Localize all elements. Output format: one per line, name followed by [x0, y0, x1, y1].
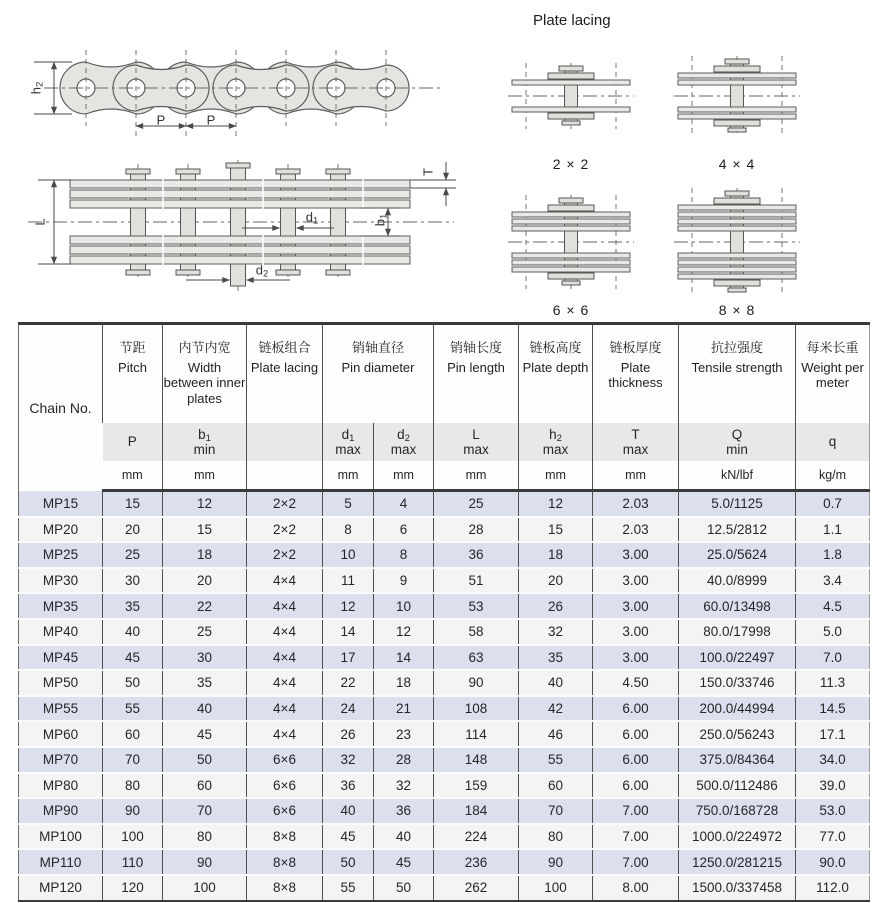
cell-value: 80.0/17998 [679, 619, 796, 645]
table-row [19, 670, 870, 696]
cell-value: 39.0 [796, 773, 870, 799]
cell-chain-no: MP35 [19, 593, 103, 619]
cell-value: 20 [519, 568, 593, 594]
cell-value: 45 [103, 645, 163, 671]
table-row [19, 696, 870, 722]
cell-chain-no: MP70 [19, 747, 103, 773]
cell-value: 55 [323, 875, 374, 901]
cell-value: 7.00 [593, 824, 679, 850]
symbol-cell: d1 max [323, 423, 374, 461]
unit-cell: mm [323, 461, 374, 491]
cell-value: 100.0/22497 [679, 645, 796, 671]
cell-value: 1.8 [796, 542, 870, 568]
symbol-cell [247, 423, 323, 461]
lacing-label: 8 × 8 [718, 302, 756, 318]
lacing-label: 6 × 6 [552, 302, 590, 318]
table-row [19, 645, 870, 671]
cell-value: 24 [323, 696, 374, 722]
cell-value: 3.4 [796, 568, 870, 594]
col-header-plate-thickness: 链板厚度 Plate thickness [593, 324, 679, 424]
cell-value: 11 [323, 568, 374, 594]
cell-value: 21 [374, 696, 434, 722]
symbol-cell: q [796, 423, 870, 461]
cell-value: 2×2 [247, 542, 323, 568]
cell-value: 25 [103, 542, 163, 568]
cell-value: 7.00 [593, 798, 679, 824]
cell-value: 28 [434, 517, 519, 543]
cell-value: 60 [103, 721, 163, 747]
symbol-cell: L max [434, 423, 519, 461]
cell-value: 4.50 [593, 670, 679, 696]
unit-cell: kN/lbf [679, 461, 796, 491]
cell-value: 2×2 [247, 491, 323, 517]
cell-value: 8×8 [247, 875, 323, 901]
cell-value: 40 [323, 798, 374, 824]
cell-value: 55 [103, 696, 163, 722]
table-row [19, 568, 870, 594]
cell-value: 148 [434, 747, 519, 773]
cell-value: 10 [374, 593, 434, 619]
cell-value: 184 [434, 798, 519, 824]
cell-value: 15 [103, 491, 163, 517]
cell-value: 8×8 [247, 824, 323, 850]
cell-value: 500.0/112486 [679, 773, 796, 799]
cell-value: 100 [103, 824, 163, 850]
cell-value: 0.7 [796, 491, 870, 517]
cell-value: 1500.0/337458 [679, 875, 796, 901]
technical-drawings-section [0, 0, 884, 322]
cell-value: 12 [163, 491, 247, 517]
cell-value: 25 [434, 491, 519, 517]
symbol-cell: T max [593, 423, 679, 461]
cell-chain-no: MP100 [19, 824, 103, 850]
cell-value: 26 [519, 593, 593, 619]
symbol-cell: h2 max [519, 423, 593, 461]
cell-value: 12 [323, 593, 374, 619]
header-row-names [19, 324, 870, 424]
cell-value: 36 [374, 798, 434, 824]
cell-value: 50 [163, 747, 247, 773]
cell-value: 63 [434, 645, 519, 671]
unit-cell: mm [519, 461, 593, 491]
cell-value: 159 [434, 773, 519, 799]
cell-value: 3.00 [593, 619, 679, 645]
cell-value: 6 [374, 517, 434, 543]
cell-value: 1000.0/224972 [679, 824, 796, 850]
cell-value: 120 [103, 875, 163, 901]
cell-value: 14 [323, 619, 374, 645]
cell-value: 60 [163, 773, 247, 799]
lacing-label: 2 × 2 [552, 156, 590, 172]
cell-value: 42 [519, 696, 593, 722]
cell-value: 5.0/1125 [679, 491, 796, 517]
dim-label-d1: d1 [305, 209, 319, 227]
cell-value: 4.5 [796, 593, 870, 619]
cell-value: 12 [374, 619, 434, 645]
col-header-tensile-strength: 抗拉强度 Tensile strength [679, 324, 796, 424]
cell-value: 32 [323, 747, 374, 773]
cell-value: 35 [103, 593, 163, 619]
cell-value: 3.00 [593, 568, 679, 594]
cell-value: 53 [434, 593, 519, 619]
chain-plan-view-drawing [8, 158, 464, 300]
cell-value: 6.00 [593, 773, 679, 799]
cell-value: 6×6 [247, 798, 323, 824]
table-row [19, 491, 870, 517]
cell-chain-no: MP15 [19, 491, 103, 517]
dim-label-p-left: P [156, 112, 166, 128]
unit-cell: mm [593, 461, 679, 491]
cell-value: 250.0/56243 [679, 721, 796, 747]
table-row [19, 542, 870, 568]
table-row [19, 824, 870, 850]
dim-label-L: L [32, 218, 48, 226]
cell-value: 17 [323, 645, 374, 671]
cell-value: 4×4 [247, 696, 323, 722]
col-header-inner-width: 内节内宽 Width between inner plates [163, 324, 247, 424]
cell-value: 80 [163, 824, 247, 850]
chain-spec-table-wrap [18, 322, 869, 902]
cell-chain-no: MP20 [19, 517, 103, 543]
cell-value: 7.0 [796, 645, 870, 671]
dim-label-p-right: P [206, 112, 216, 128]
cell-value: 12 [519, 491, 593, 517]
cell-value: 45 [374, 849, 434, 875]
cell-value: 4 [374, 491, 434, 517]
cell-value: 2.03 [593, 491, 679, 517]
cell-chain-no: MP40 [19, 619, 103, 645]
col-header-weight: 每米长重 Weight per meter [796, 324, 870, 424]
cell-value: 112.0 [796, 875, 870, 901]
cell-value: 60 [519, 773, 593, 799]
cell-value: 90 [103, 798, 163, 824]
cell-value: 80 [103, 773, 163, 799]
col-header-pin-length: 销轴长度 Pin length [434, 324, 519, 424]
cell-value: 4×4 [247, 670, 323, 696]
cell-value: 224 [434, 824, 519, 850]
cell-value: 5.0 [796, 619, 870, 645]
cell-value: 45 [323, 824, 374, 850]
header-row-units [19, 461, 870, 491]
cell-value: 22 [323, 670, 374, 696]
cell-value: 40 [374, 824, 434, 850]
cell-value: 32 [519, 619, 593, 645]
cell-value: 8×8 [247, 849, 323, 875]
cell-value: 50 [374, 875, 434, 901]
lacing-diagram-6×6 [505, 186, 637, 318]
header-row-symbols [19, 423, 870, 461]
cell-value: 50 [103, 670, 163, 696]
cell-value: 375.0/84364 [679, 747, 796, 773]
cell-value: 18 [374, 670, 434, 696]
table-row [19, 798, 870, 824]
cell-value: 100 [519, 875, 593, 901]
cell-value: 14 [374, 645, 434, 671]
cell-value: 11.3 [796, 670, 870, 696]
cell-value: 4×4 [247, 619, 323, 645]
cell-chain-no: MP50 [19, 670, 103, 696]
table-row [19, 619, 870, 645]
lacing-diagram-4×4 [671, 40, 803, 172]
table-row [19, 773, 870, 799]
col-header-pitch: 节距 Pitch [103, 324, 163, 424]
cell-value: 3.00 [593, 593, 679, 619]
cell-value: 9 [374, 568, 434, 594]
dim-label-d2: d2 [255, 262, 269, 280]
cell-value: 150.0/33746 [679, 670, 796, 696]
cell-value: 46 [519, 721, 593, 747]
cell-value: 4×4 [247, 593, 323, 619]
cell-value: 10 [323, 542, 374, 568]
cell-value: 4×4 [247, 568, 323, 594]
chain-no-header: Chain No. [19, 324, 103, 491]
unit-cell: mm [434, 461, 519, 491]
cell-value: 40.0/8999 [679, 568, 796, 594]
cell-value: 26 [323, 721, 374, 747]
cell-value: 236 [434, 849, 519, 875]
cell-value: 200.0/44994 [679, 696, 796, 722]
cell-value: 34.0 [796, 747, 870, 773]
cell-value: 4×4 [247, 645, 323, 671]
chain-side-view-drawing [14, 38, 454, 150]
cell-value: 23 [374, 721, 434, 747]
cell-value: 80 [519, 824, 593, 850]
cell-value: 51 [434, 568, 519, 594]
unit-cell: mm [103, 461, 163, 491]
cell-value: 2×2 [247, 517, 323, 543]
plate-lacing-title: Plate lacing [533, 12, 611, 29]
symbol-cell: P [103, 423, 163, 461]
cell-value: 8 [323, 517, 374, 543]
cell-value: 2.03 [593, 517, 679, 543]
cell-value: 40 [163, 696, 247, 722]
table-row [19, 849, 870, 875]
cell-value: 262 [434, 875, 519, 901]
table-row [19, 875, 870, 901]
cell-chain-no: MP55 [19, 696, 103, 722]
cell-value: 36 [323, 773, 374, 799]
cell-value: 20 [103, 517, 163, 543]
lacing-label: 4 × 4 [718, 156, 756, 172]
dim-label-T: T [420, 168, 436, 176]
cell-value: 40 [103, 619, 163, 645]
cell-value: 18 [519, 542, 593, 568]
cell-value: 4×4 [247, 721, 323, 747]
cell-chain-no: MP45 [19, 645, 103, 671]
cell-value: 55 [519, 747, 593, 773]
cell-value: 14.5 [796, 696, 870, 722]
unit-cell: kg/m [796, 461, 870, 491]
cell-chain-no: MP60 [19, 721, 103, 747]
cell-value: 15 [163, 517, 247, 543]
table-row [19, 593, 870, 619]
cell-value: 8 [374, 542, 434, 568]
lacing-diagram-2×2 [505, 40, 637, 172]
cell-value: 22 [163, 593, 247, 619]
cell-value: 25.0/5624 [679, 542, 796, 568]
cell-value: 50 [323, 849, 374, 875]
cell-value: 35 [163, 670, 247, 696]
cell-value: 750.0/168728 [679, 798, 796, 824]
cell-value: 17.1 [796, 721, 870, 747]
cell-value: 18 [163, 542, 247, 568]
lacing-diagram-8×8 [671, 186, 803, 318]
cell-chain-no: MP90 [19, 798, 103, 824]
unit-cell [247, 461, 323, 491]
symbol-cell: b1 min [163, 423, 247, 461]
table-row [19, 747, 870, 773]
unit-cell: mm [374, 461, 434, 491]
cell-value: 32 [374, 773, 434, 799]
cell-value: 6×6 [247, 773, 323, 799]
cell-value: 8.00 [593, 875, 679, 901]
symbol-cell: Q min [679, 423, 796, 461]
cell-value: 70 [163, 798, 247, 824]
cell-value: 53.0 [796, 798, 870, 824]
cell-value: 36 [434, 542, 519, 568]
cell-value: 20 [163, 568, 247, 594]
cell-value: 12.5/2812 [679, 517, 796, 543]
cell-value: 6.00 [593, 696, 679, 722]
cell-chain-no: MP25 [19, 542, 103, 568]
dim-label-b1: b1 [372, 213, 390, 227]
cell-value: 110 [103, 849, 163, 875]
cell-value: 6.00 [593, 721, 679, 747]
cell-value: 60.0/13498 [679, 593, 796, 619]
cell-value: 100 [163, 875, 247, 901]
cell-value: 1250.0/281215 [679, 849, 796, 875]
cell-chain-no: MP30 [19, 568, 103, 594]
table-row [19, 721, 870, 747]
cell-value: 6×6 [247, 747, 323, 773]
col-header-pin-diameter: 销轴直径 Pin diameter [323, 324, 434, 424]
spec-table-body [19, 491, 870, 901]
symbol-cell: d2 max [374, 423, 434, 461]
cell-value: 90 [519, 849, 593, 875]
cell-value: 90 [163, 849, 247, 875]
cell-value: 30 [103, 568, 163, 594]
cell-value: 70 [103, 747, 163, 773]
cell-value: 7.00 [593, 849, 679, 875]
cell-value: 3.00 [593, 645, 679, 671]
cell-chain-no: MP80 [19, 773, 103, 799]
cell-value: 28 [374, 747, 434, 773]
cell-value: 40 [519, 670, 593, 696]
table-row [19, 517, 870, 543]
cell-value: 3.00 [593, 542, 679, 568]
cell-value: 90.0 [796, 849, 870, 875]
cell-chain-no: MP120 [19, 875, 103, 901]
cell-chain-no: MP110 [19, 849, 103, 875]
cell-value: 45 [163, 721, 247, 747]
cell-value: 6.00 [593, 747, 679, 773]
cell-value: 15 [519, 517, 593, 543]
col-header-plate-depth: 链板高度 Plate depth [519, 324, 593, 424]
cell-value: 1.1 [796, 517, 870, 543]
cell-value: 5 [323, 491, 374, 517]
dim-label-h2: h2 [28, 81, 46, 95]
cell-value: 90 [434, 670, 519, 696]
cell-value: 30 [163, 645, 247, 671]
cell-value: 70 [519, 798, 593, 824]
cell-value: 58 [434, 619, 519, 645]
cell-value: 25 [163, 619, 247, 645]
cell-value: 114 [434, 721, 519, 747]
col-header-plate-lacing: 链板组合 Plate lacing [247, 324, 323, 424]
chain-spec-table [18, 322, 870, 902]
plate-lacing-diagrams [505, 40, 803, 318]
cell-value: 35 [519, 645, 593, 671]
cell-value: 77.0 [796, 824, 870, 850]
unit-cell: mm [163, 461, 247, 491]
cell-value: 108 [434, 696, 519, 722]
